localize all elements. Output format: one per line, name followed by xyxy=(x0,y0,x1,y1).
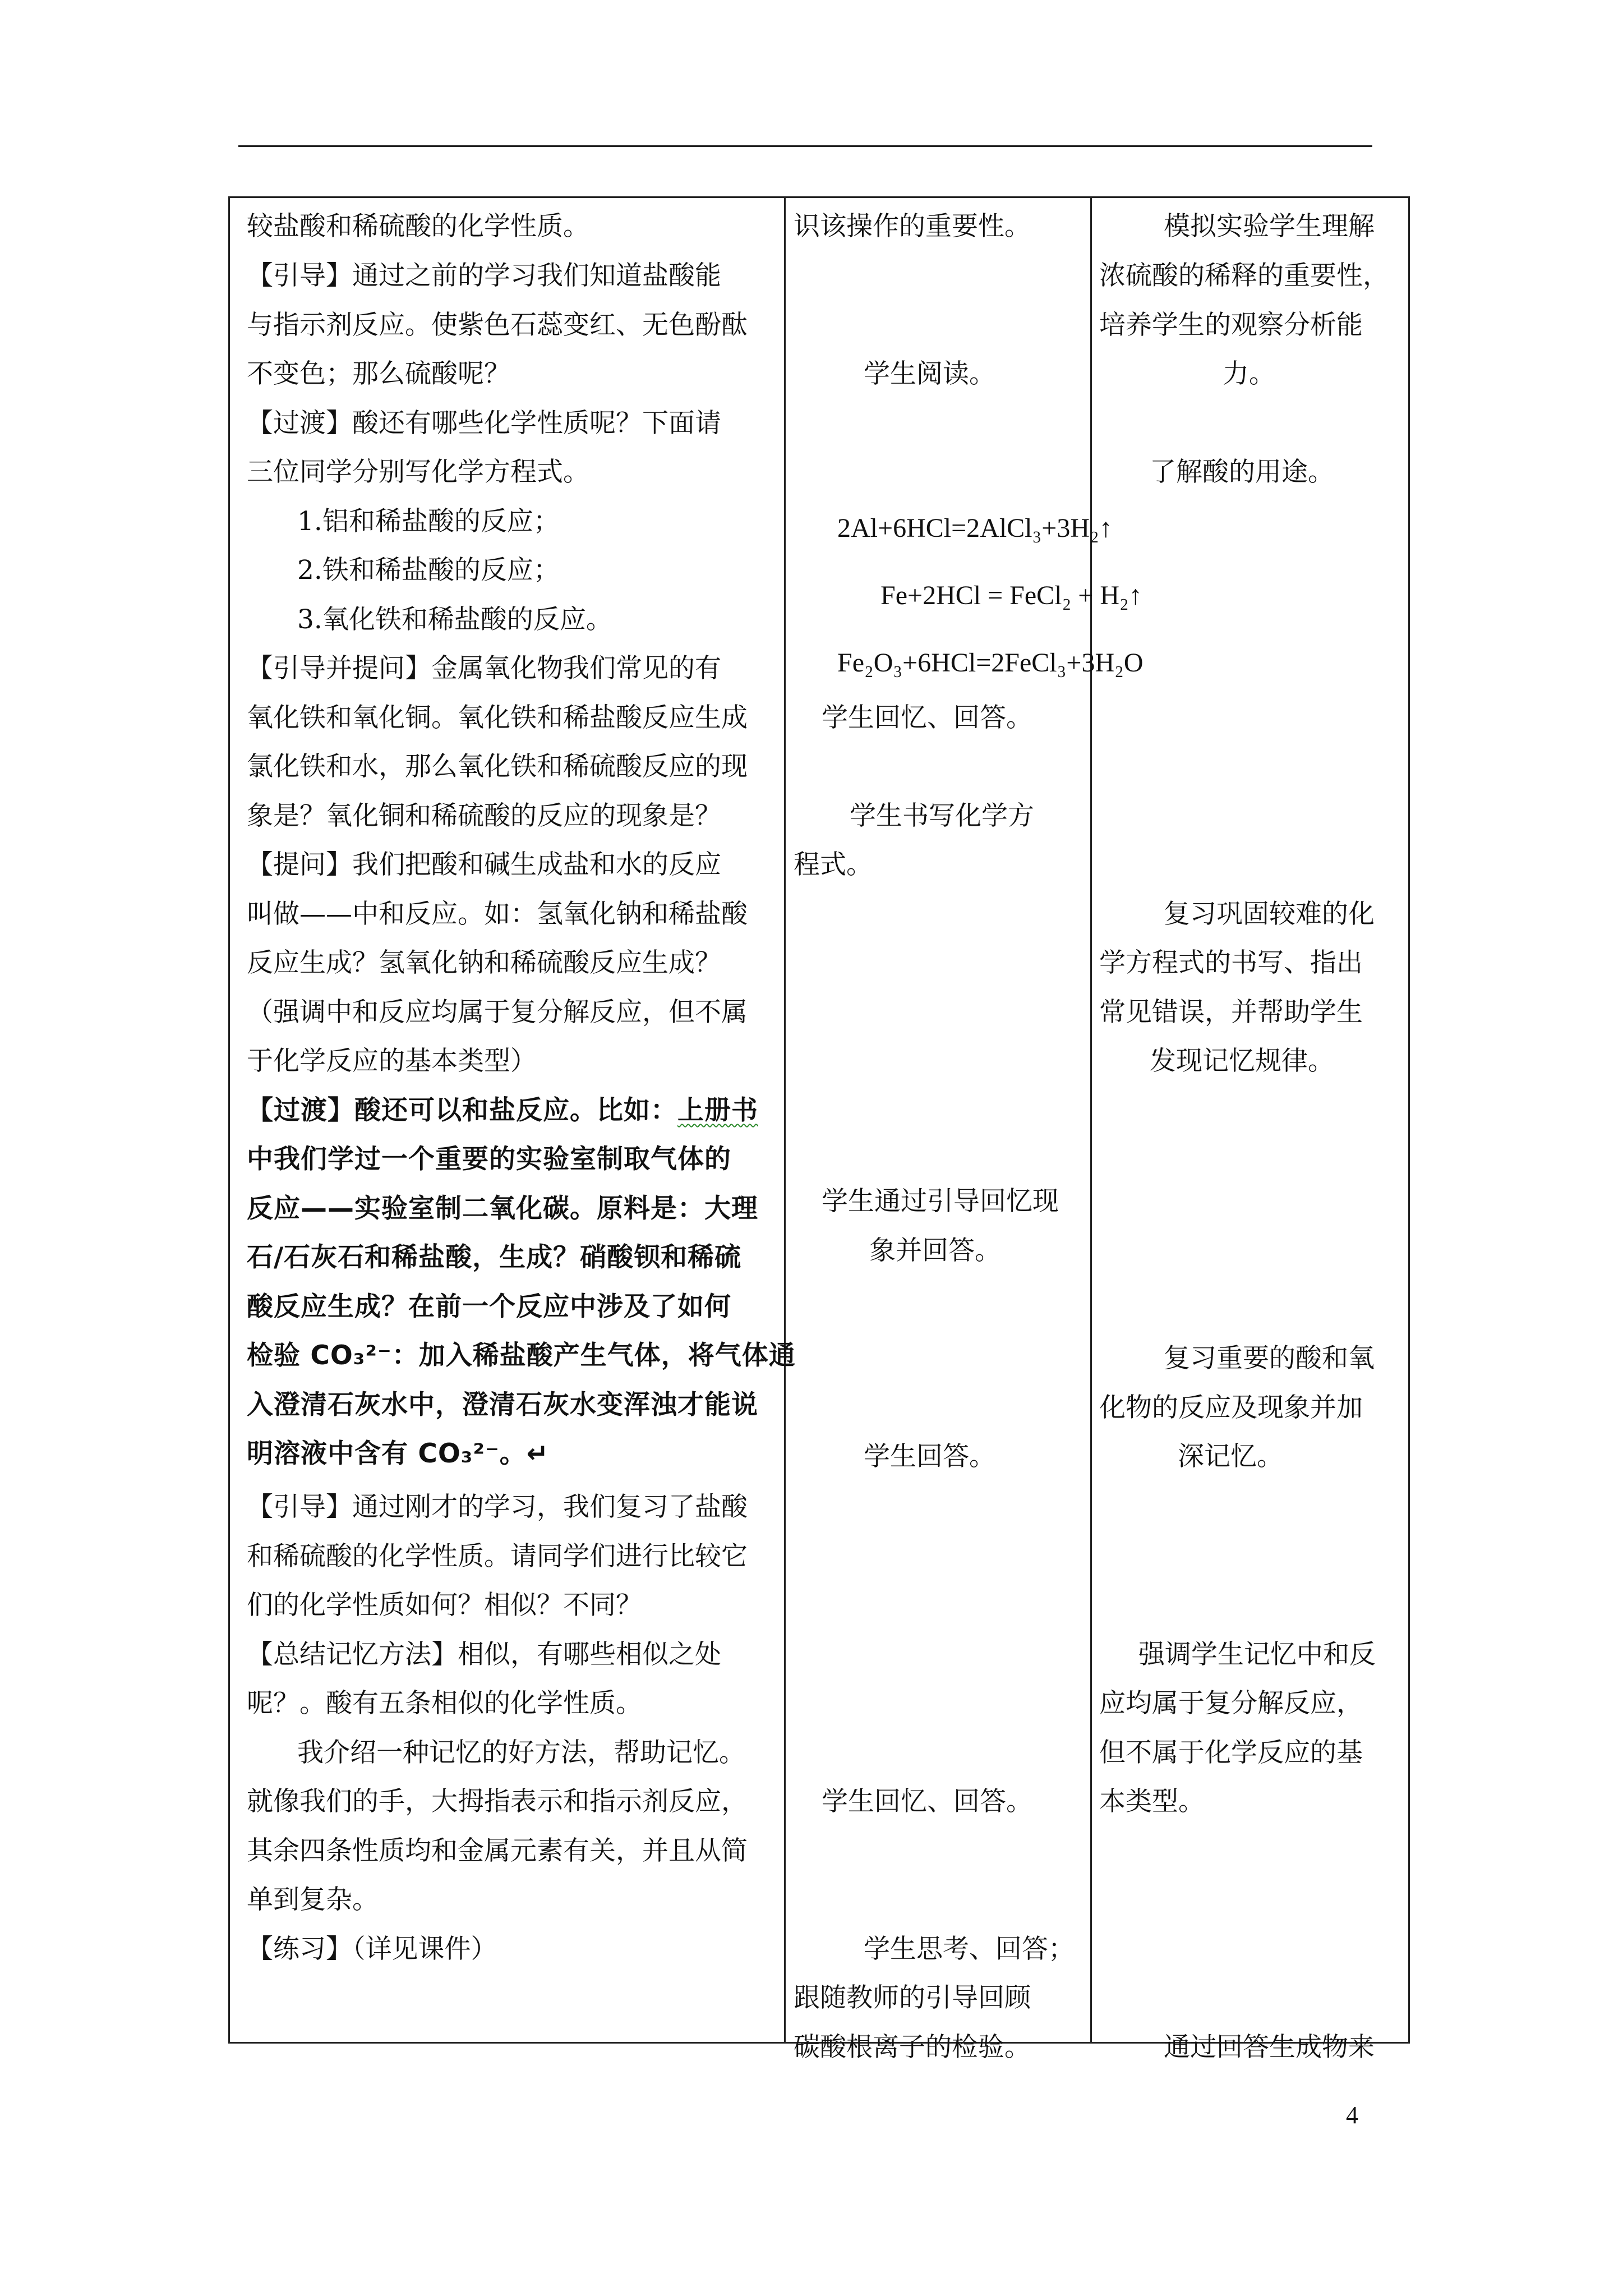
text-line: 入澄清石灰水中，澄清石灰水变浑浊才能说 xyxy=(247,1389,758,1420)
chemical-equation: Fe₂O₃+6HCl=2FeCl₃+3H₂O xyxy=(837,648,1144,678)
page-number: 4 xyxy=(1346,2101,1358,2129)
text-line: 呢？。酸有五条相似的化学性质。 xyxy=(247,1688,642,1719)
text-line: 1.铝和稀盐酸的反应； xyxy=(297,506,560,537)
text-line: 发现记忆规律。 xyxy=(1150,1046,1334,1076)
text-line: 学生思考、回答； xyxy=(864,1934,1075,1964)
text-line: 【总结记忆方法】相似，有哪些相似之处 xyxy=(247,1639,721,1670)
text-line: 复习巩固较难的化 xyxy=(1164,899,1375,930)
text-line: 反应生成？氢氧化钠和稀硫酸反应生成？ xyxy=(247,947,721,978)
text-line: 氧化铁和氧化铜。氧化铁和稀盐酸反应生成 xyxy=(247,702,748,733)
spellcheck-underlined-text: 上册书 xyxy=(677,1095,758,1126)
text-line: （强调中和反应均属于复分解反应，但不属 xyxy=(247,997,748,1028)
text-line: 氯化铁和水，那么氧化铁和稀硫酸反应的现 xyxy=(247,751,748,782)
text-line: 但不属于化学反应的基 xyxy=(1099,1737,1363,1768)
text-line: 学生回忆、回答。 xyxy=(822,1786,1032,1817)
text-line: 明溶液中含有 CO₃²⁻。↵ xyxy=(247,1438,550,1469)
text-line xyxy=(247,1086,758,1135)
text-line: 象并回答。 xyxy=(869,1235,1001,1266)
text-line: 【过渡】酸还有哪些化学性质呢？下面请 xyxy=(247,408,721,439)
text-line: 检验 CO₃²⁻：加入稀盐酸产生气体，将气体通 xyxy=(247,1340,796,1371)
text-segment: 【过渡】酸还可以和盐反应。比如： xyxy=(247,1095,677,1126)
text-line: 2.铁和稀盐酸的反应； xyxy=(297,555,560,586)
text-line: 了解酸的用途。 xyxy=(1150,457,1334,487)
text-line: 三位同学分别写化学方程式。 xyxy=(247,457,589,487)
header-rule xyxy=(238,145,1372,147)
text-line: 程式。 xyxy=(794,849,873,880)
text-line: 强调学生记忆中和反 xyxy=(1138,1639,1376,1670)
text-line: 碳酸根离子的检验。 xyxy=(794,2032,1031,2063)
text-line: 化物的反应及现象并加 xyxy=(1099,1392,1363,1423)
text-line: 跟随教师的引导回顾 xyxy=(794,1982,1031,2013)
text-line: 【引导并提问】金属氧化物我们常见的有 xyxy=(247,653,721,684)
text-line: 学生书写化学方 xyxy=(850,800,1034,831)
text-line: 复习重要的酸和氧 xyxy=(1164,1343,1375,1374)
text-line: 【练习】（详见课件） xyxy=(247,1934,497,1964)
text-line: 我介绍一种记忆的好方法，帮助记忆。 xyxy=(297,1737,745,1768)
text-line: 学生回忆、回答。 xyxy=(822,702,1032,733)
text-line: 【提问】我们把酸和碱生成盐和水的反应 xyxy=(247,849,721,880)
text-line: 其余四条性质均和金属元素有关，并且从简 xyxy=(247,1835,748,1866)
text-line: 应均属于复分解反应， xyxy=(1099,1688,1363,1719)
text-line: 学生通过引导回忆现 xyxy=(822,1186,1059,1217)
text-line: 学生阅读。 xyxy=(864,358,995,389)
text-line: 本类型。 xyxy=(1099,1786,1205,1817)
text-line: 叫做——中和反应。如：氢氧化钠和稀盐酸 xyxy=(247,899,748,930)
text-line: 学生回答。 xyxy=(864,1441,995,1472)
text-line: 酸反应生成？在前一个反应中涉及了如何 xyxy=(247,1291,731,1322)
text-line: 浓硫酸的稀释的重要性， xyxy=(1099,260,1389,291)
text-line: 不变色；那么硫酸呢？ xyxy=(247,358,510,389)
chemical-equation: 2Al+6HCl=2AlCl₃+3H₂↑ xyxy=(837,513,1113,543)
text-line: 3.氧化铁和稀盐酸的反应。 xyxy=(297,604,612,635)
text-line: 模拟实验学生理解 xyxy=(1164,211,1375,242)
column-divider xyxy=(1090,196,1092,2044)
text-line: 石/石灰石和稀盐酸，生成？硝酸钡和稀硫 xyxy=(247,1242,742,1273)
text-line: 【引导】通过刚才的学习，我们复习了盐酸 xyxy=(247,1492,748,1522)
text-line: 中我们学过一个重要的实验室制取气体的 xyxy=(247,1144,731,1175)
text-line: 反应——实验室制二氧化碳。原料是：大理 xyxy=(247,1193,758,1224)
text-line: 象是？氧化铜和稀硫酸的反应的现象是？ xyxy=(247,800,721,831)
text-line: 通过回答生成物来 xyxy=(1164,2032,1375,2063)
text-line: 与指示剂反应。使紫色石蕊变红、无色酚酞 xyxy=(247,310,748,341)
text-line: 培养学生的观察分析能 xyxy=(1099,310,1363,341)
text-line: 单到复杂。 xyxy=(247,1884,379,1915)
text-line: 学方程式的书写、指出 xyxy=(1099,947,1363,978)
text-line: 和稀硫酸的化学性质。请同学们进行比较它 xyxy=(247,1541,748,1572)
text-line: 识该操作的重要性。 xyxy=(794,211,1031,242)
chemical-equation: Fe+2HCl = FeCl₂ + H₂↑ xyxy=(880,581,1142,610)
column-divider xyxy=(784,196,786,2044)
text-line: 较盐酸和稀硫酸的化学性质。 xyxy=(247,211,589,242)
text-line: 深记忆。 xyxy=(1178,1441,1283,1472)
text-line: 们的化学性质如何？相似？不同？ xyxy=(247,1590,642,1621)
text-line: 于化学反应的基本类型） xyxy=(247,1046,537,1076)
text-line: 【引导】通过之前的学习我们知道盐酸能 xyxy=(247,260,721,291)
text-line: 常见错误，并帮助学生 xyxy=(1099,997,1363,1028)
text-line: 力。 xyxy=(1223,358,1275,389)
text-line: 就像我们的手，大拇指表示和指示剂反应， xyxy=(247,1786,748,1817)
